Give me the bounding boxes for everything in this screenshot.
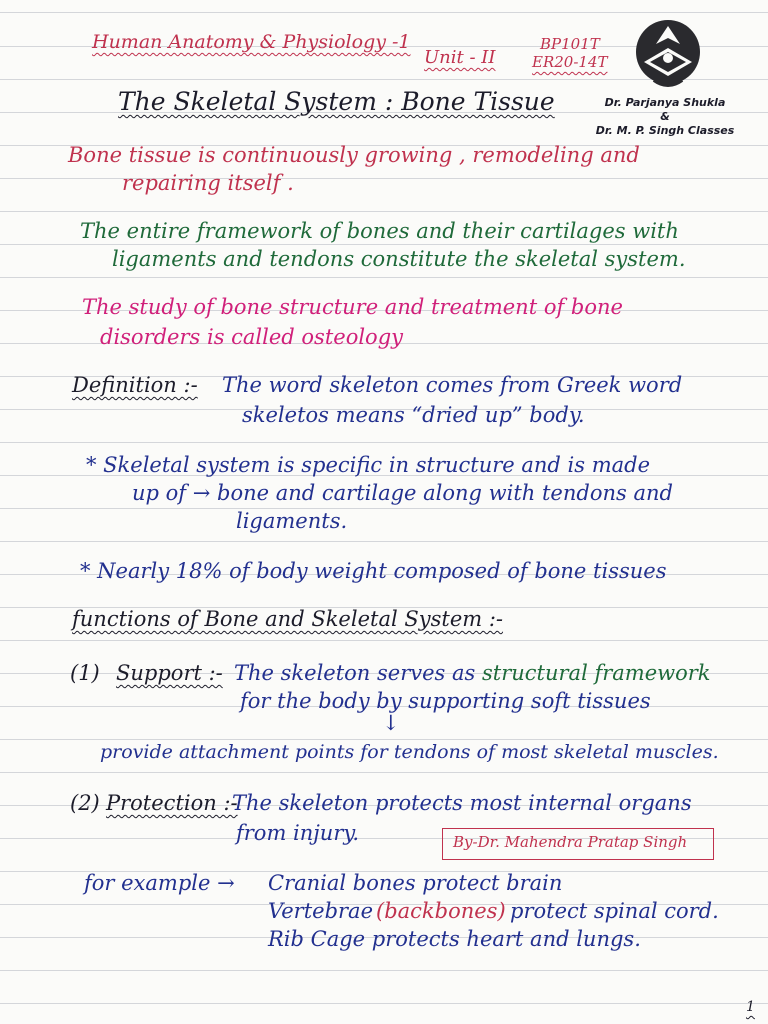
credit-line-3: Dr. M. P. Singh Classes bbox=[595, 124, 735, 137]
osteology-line-2: disorders is called osteology bbox=[100, 325, 404, 349]
support-line-2: for the body by supporting soft tissues bbox=[240, 689, 651, 713]
example-line-3: Rib Cage protects heart and lungs. bbox=[268, 927, 641, 951]
osteology-line-1: The study of bone structure and treatment of bone bbox=[82, 295, 623, 319]
bullet-1-line-1: * Skeletal system is specific in structure and is made bbox=[86, 453, 651, 477]
intro-line-2: repairing itself . bbox=[122, 171, 294, 195]
example-line-2c: protect spinal cord. bbox=[510, 899, 719, 923]
framework-line-2: ligaments and tendons constitute the skeletal system. bbox=[112, 247, 686, 271]
credit-line-2: & bbox=[660, 110, 670, 123]
subject-title: Human Anatomy & Physiology -1 bbox=[92, 31, 411, 53]
support-arrow: ↓ bbox=[382, 711, 400, 735]
protection-number: (2) bbox=[70, 791, 100, 815]
definition-line-2: skeletos means “dried up” body. bbox=[242, 403, 585, 427]
definition-label: Definition :- bbox=[72, 373, 198, 397]
page-number: 1 bbox=[746, 999, 755, 1015]
page-title: The Skeletal System : Bone Tissue bbox=[118, 87, 555, 116]
course-code-2: ER20-14T bbox=[532, 53, 608, 71]
example-line-1: Cranial bones protect brain bbox=[268, 871, 563, 895]
intro-line-1: Bone tissue is continuously growing , remodeling and bbox=[68, 143, 640, 167]
author-box-text: By-Dr. Mahendra Pratap Singh bbox=[453, 833, 688, 851]
support-number: (1) bbox=[70, 661, 100, 685]
example-line-2a: Vertebrae bbox=[268, 899, 373, 923]
bullet-2: * Nearly 18% of body weight composed of bone tissues bbox=[80, 559, 667, 583]
protection-label: Protection :- bbox=[106, 791, 238, 815]
course-code-1: BP101T bbox=[540, 35, 600, 53]
bullet-1-line-2: up of → bone and cartilage along with tendons and bbox=[132, 481, 673, 505]
functions-heading: functions of Bone and Skeletal System :- bbox=[72, 607, 504, 631]
classes-logo-icon bbox=[634, 18, 702, 94]
example-line-2b: (backbones) bbox=[376, 899, 506, 923]
credit-line-1: Dr. Parjanya Shukla bbox=[604, 96, 726, 109]
bullet-1-line-3: ligaments. bbox=[236, 509, 348, 533]
unit-label: Unit - II bbox=[424, 47, 496, 68]
framework-line-1: The entire framework of bones and their cartilages with bbox=[80, 219, 679, 243]
protection-line-1: The skeleton protects most internal organs bbox=[232, 791, 692, 815]
definition-line-1: The word skeleton comes from Greek word bbox=[222, 373, 683, 397]
author-box bbox=[442, 828, 714, 860]
support-line-3: provide attachment points for tendons of most skeletal muscles. bbox=[100, 741, 719, 763]
example-label: for example → bbox=[84, 871, 235, 895]
support-label: Support :- bbox=[116, 661, 223, 685]
protection-line-2: from injury. bbox=[236, 821, 360, 845]
support-line-1b: structural framework bbox=[482, 661, 711, 685]
support-line-1a: The skeleton serves as bbox=[234, 661, 476, 685]
